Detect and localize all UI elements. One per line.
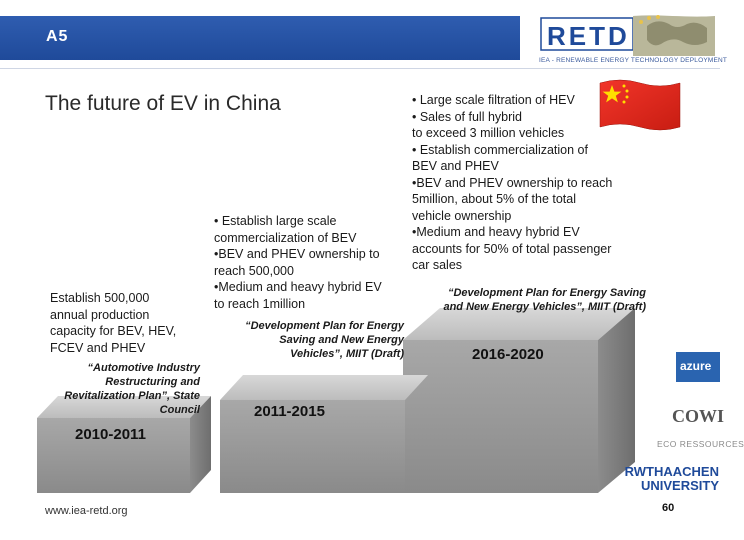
phase-1-line: capacity for BEV, HEV, bbox=[50, 324, 177, 338]
cowi-logo bbox=[670, 404, 725, 430]
phase-1-line: Establish 500,000 bbox=[50, 291, 150, 305]
eco-ressources-logo bbox=[655, 437, 744, 455]
phase-3-line: accounts for 50% of total passenger bbox=[412, 241, 612, 256]
eco-ressources-logo-text: ECO RESSOURCES bbox=[657, 439, 744, 449]
phase-3-source-line: and New Energy Vehicles”, MIIT (Draft) bbox=[443, 301, 646, 313]
phase-2-source-line: “Development Plan for Energy bbox=[245, 320, 404, 332]
phase-2-line: commercialization of BEV bbox=[214, 230, 357, 245]
phase-3-line: to exceed 3 million vehicles bbox=[412, 126, 565, 140]
phase-3-text bbox=[412, 92, 652, 274]
phase-1-line: annual production bbox=[50, 307, 150, 322]
phase-2-line: •Medium and heavy hybrid EV bbox=[214, 280, 382, 294]
slide-code: A5 bbox=[46, 28, 69, 45]
phase-3-line: • Sales of full hybrid bbox=[412, 109, 522, 124]
phase-3-source-line: “Development Plan for Energy Saving bbox=[447, 287, 646, 299]
azure-logo bbox=[676, 352, 720, 382]
phase-1-source-line: Revitalization Plan”, State bbox=[64, 390, 200, 402]
azure-logo-text: azure bbox=[680, 359, 712, 373]
phase-3-period: 2016-2020 bbox=[472, 346, 544, 363]
phase-1-source bbox=[40, 361, 200, 417]
phase-2-source-line: Vehicles”, MIIT (Draft) bbox=[290, 348, 404, 360]
phase-3-source bbox=[414, 286, 646, 314]
phase-2-source-line: Saving and New Energy bbox=[279, 334, 404, 346]
page-number: 60 bbox=[662, 502, 675, 514]
phase-3-line: •BEV and PHEV ownership to reach bbox=[412, 175, 613, 190]
retd-logo-tagline: IEA - RENEWABLE ENERGY TECHNOLOGY DEPLOYMENT bbox=[539, 57, 728, 64]
retd-logo-wordmark: RETD bbox=[547, 21, 630, 51]
footer-url[interactable]: www.iea-retd.org bbox=[45, 505, 128, 517]
rwth-aachen-logo-text: RWTHAACHEN UNIVERSITY bbox=[624, 464, 719, 493]
phase-3-line: BEV and PHEV bbox=[412, 159, 499, 173]
phase-1-source-line: “Automotive Industry bbox=[87, 362, 200, 374]
phase-2-line: to reach 1million bbox=[214, 296, 306, 311]
page-title: The future of EV in China bbox=[45, 92, 281, 115]
step-2011-2015 bbox=[220, 375, 428, 493]
rwth-aachen-logo bbox=[615, 465, 720, 497]
phase-3-line: • Large scale filtration of HEV bbox=[412, 93, 575, 107]
phase-2-period: 2011-2015 bbox=[254, 403, 325, 420]
cowi-logo-text: COWI bbox=[672, 406, 725, 426]
phase-3-line: 5million, about 5% of the total bbox=[412, 192, 576, 206]
phase-3-line: •Medium and heavy hybrid EV bbox=[412, 225, 580, 239]
phase-1-source-line: Council bbox=[159, 404, 200, 416]
phase-2-text bbox=[214, 213, 414, 312]
phase-2-line: •BEV and PHEV ownership to bbox=[214, 247, 380, 261]
phase-3-line: car sales bbox=[412, 258, 463, 272]
phase-2-source bbox=[212, 319, 404, 361]
step-2016-2020 bbox=[403, 308, 635, 493]
phase-1-source-line: Restructuring and bbox=[105, 376, 200, 388]
phase-2-line: • Establish large scale bbox=[214, 214, 337, 228]
phase-3-line: vehicle ownership bbox=[412, 208, 512, 223]
phase-2-line: reach 500,000 bbox=[214, 263, 294, 278]
phase-1-text bbox=[50, 290, 210, 356]
phase-1-line: FCEV and PHEV bbox=[50, 340, 146, 355]
phase-1-period: 2010-2011 bbox=[75, 426, 146, 443]
phase-3-line: • Establish commercialization of bbox=[412, 142, 588, 157]
